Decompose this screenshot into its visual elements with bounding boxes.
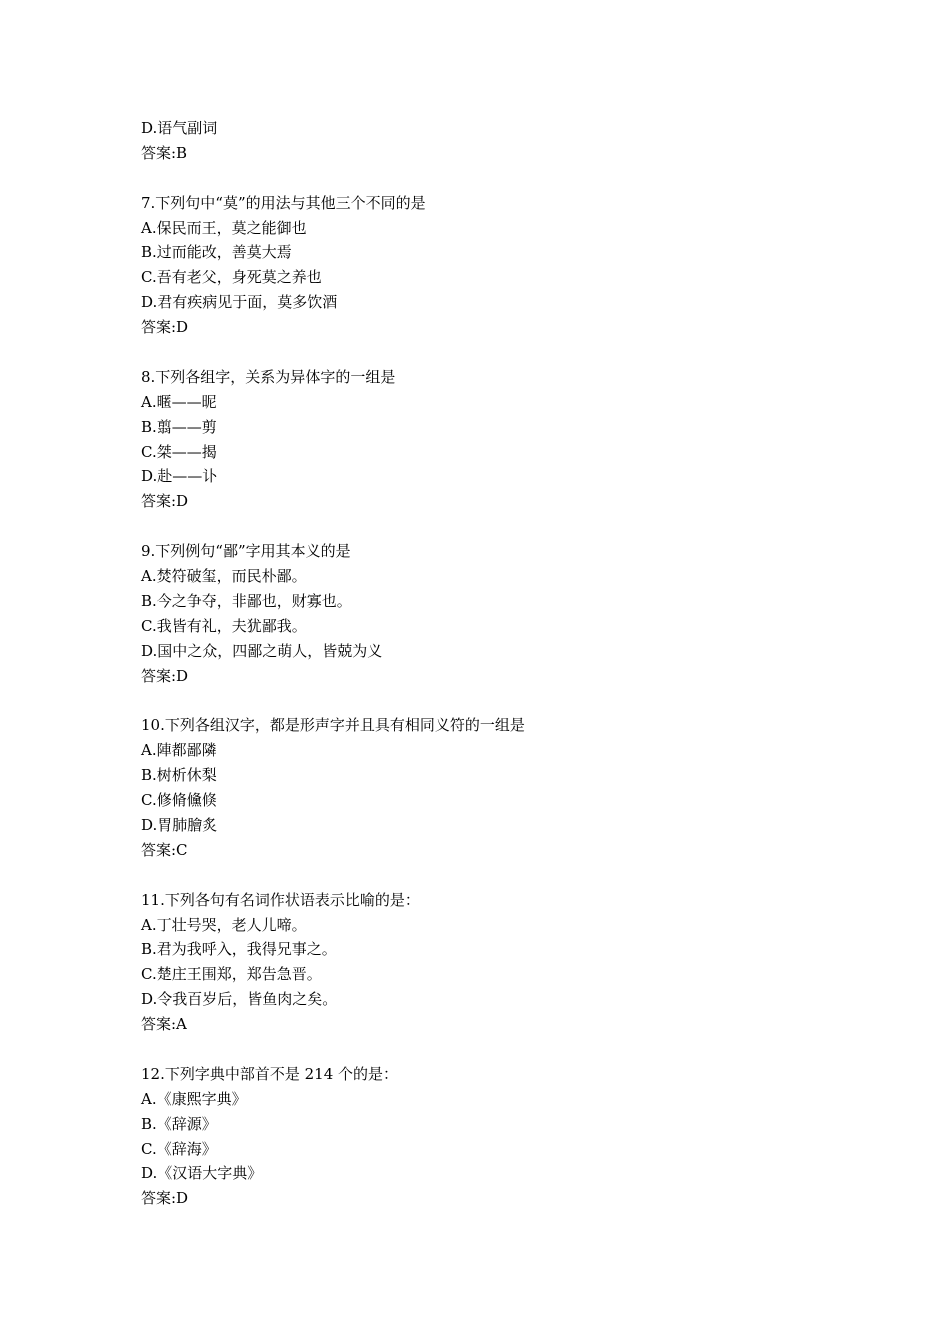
option-a: A.《康熙字典》	[141, 1089, 247, 1108]
document-content	[141, 116, 901, 1211]
question-stem: 8.下列各组字，关系为异体字的一组是	[141, 367, 396, 386]
question-7	[141, 191, 901, 340]
question-stem: 9.下列例句“鄙”字用其本义的是	[141, 542, 351, 561]
spacer	[141, 863, 901, 888]
answer-line: 答案:D	[141, 1189, 189, 1208]
option-b: B.翦——剪	[141, 417, 217, 436]
option-b: B.树析休梨	[141, 766, 217, 785]
option-d: D.赴——讣	[141, 467, 218, 486]
question-9	[141, 539, 901, 688]
answer-line: 答案:D	[141, 318, 189, 337]
option-c: C.《辞海》	[141, 1139, 217, 1158]
option-d: D.君有疾病见于面，莫多饮酒	[141, 293, 338, 312]
option-d: D.国中之众，四鄙之萌人，皆兢为义	[141, 641, 383, 660]
question-fragment	[141, 116, 901, 166]
option-a: A.暱——昵	[141, 392, 217, 411]
option-b: B.《辞源》	[141, 1114, 217, 1133]
option-d: D.《汉语大字典》	[141, 1164, 263, 1183]
answer-line: 答案:C	[141, 840, 188, 859]
question-stem: 12.下列字典中部首不是 214 个的是：	[141, 1064, 399, 1083]
option-c: C.桀——揭	[141, 442, 217, 461]
option-c: C.修脩儵倏	[141, 791, 217, 810]
question-10	[141, 713, 901, 862]
option-a: A.保民而王，莫之能御也	[141, 218, 307, 237]
option-a: A.焚符破玺，而民朴鄙。	[141, 567, 307, 586]
spacer	[141, 688, 901, 713]
spacer	[141, 166, 901, 191]
option-d: D.令我百岁后，皆鱼肉之矣。	[141, 990, 338, 1009]
question-stem: 7.下列句中“莫”的用法与其他三个不同的是	[141, 193, 426, 212]
spacer	[141, 340, 901, 365]
spacer	[141, 1037, 901, 1062]
option-b: B.过而能改，善莫大焉	[141, 243, 292, 262]
answer-line: 答案:A	[141, 1015, 187, 1034]
option-d: D.胃肺膾炙	[141, 815, 218, 834]
question-11	[141, 888, 901, 1037]
option-a: A.陣都鄙隣	[141, 741, 217, 760]
question-stem: 11.下列各句有名词作状语表示比喻的是：	[141, 890, 420, 909]
option-b: B.君为我呼入，我得兄事之。	[141, 940, 337, 959]
option-d: D.语气副词	[141, 119, 218, 137]
option-c: C.我皆有礼，夫犹鄙我。	[141, 616, 307, 635]
option-c: C.楚庄王围郑，郑告急晋。	[141, 965, 322, 984]
question-stem: 10.下列各组汉字，都是形声字并且具有相同义符的一组是	[141, 716, 525, 735]
question-12	[141, 1062, 901, 1211]
answer-line: 答案:B	[141, 143, 188, 162]
answer-line: 答案:D	[141, 492, 189, 511]
option-a: A.丁壮号哭，老人儿啼。	[141, 915, 307, 934]
option-c: C.吾有老父，身死莫之养也	[141, 268, 322, 287]
answer-line: 答案:D	[141, 666, 189, 685]
spacer	[141, 514, 901, 539]
question-8	[141, 365, 901, 514]
option-b: B.今之争夺，非鄙也，财寡也。	[141, 591, 352, 610]
